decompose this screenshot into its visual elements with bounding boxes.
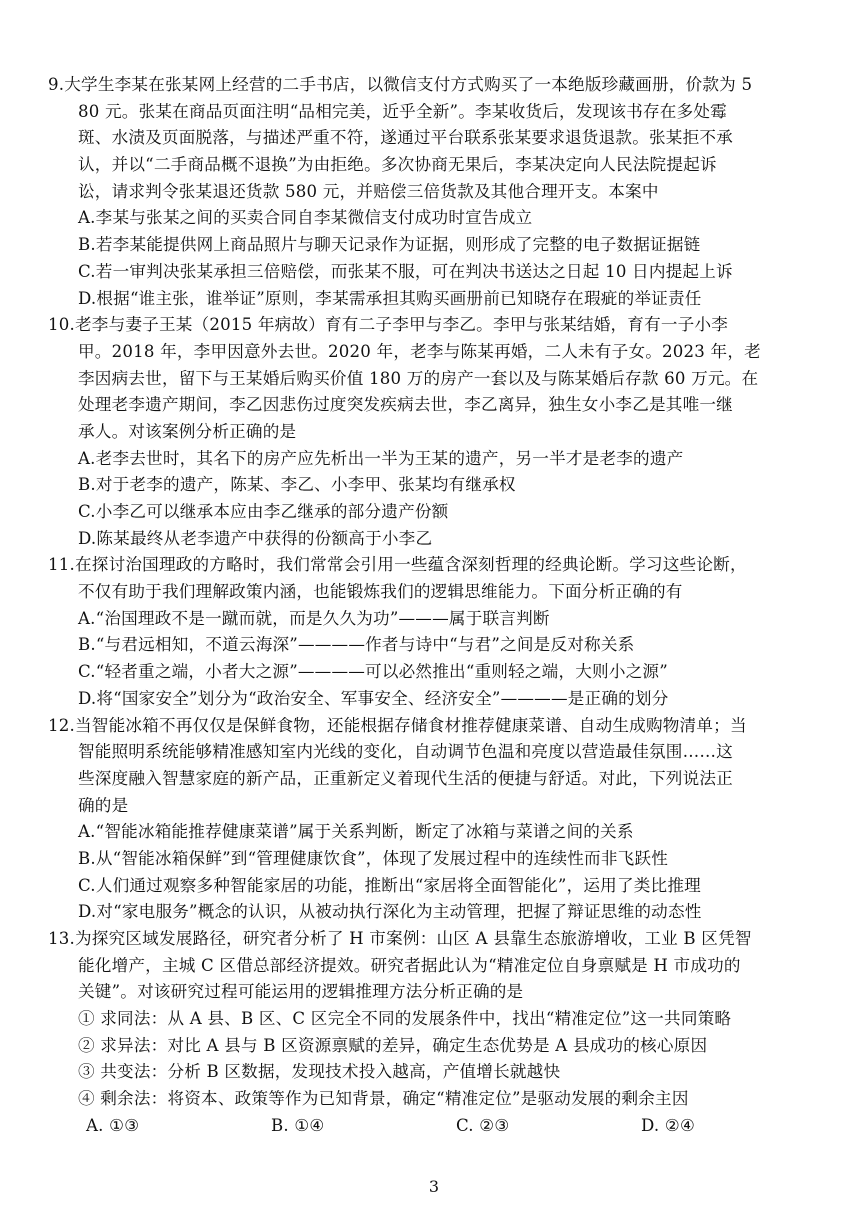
question-13: [48, 926, 838, 1140]
option-c: C.若一审判决张某承担三倍赔偿，而张某不服，可在判决书送达之日起 10 日内提起上诉: [78, 261, 733, 281]
question-stem-line: 关键”。对该研究过程可能运用的逻辑推理方法分析正确的是: [78, 982, 524, 1002]
option-d: D.对“家电服务”概念的认识，从被动执行深化为主动管理，把握了辩证思维的动态性: [78, 902, 702, 922]
option-a: A.“治国理政不是一蹴而就，而是久久为功”———属于联言判断: [78, 608, 550, 628]
statement-4: ④ 剩余法：将资本、政策等作为已知背景，确定“精准定位”是驱动发展的剩余主因: [78, 1089, 689, 1109]
question-stem-line: 9.大学生李某在张某网上经营的二手书店，以微信支付方式购买了一本绝版珍藏画册，价款为 5: [48, 75, 753, 94]
question-stem-line: 处理老李遗产期间，李乙因悲伤过度突发疾病去世，李乙离异，独生女小李乙是其唯一继: [78, 395, 733, 415]
choice-d: D. ②④: [641, 1115, 696, 1135]
question-stem-line: 80 元。张某在商品页面注明“品相完美，近乎全新”。李某收货后，发现该书存在多处霉: [78, 101, 727, 121]
question-stem-line: 李因病去世，留下与王某婚后购买价值 180 万的房产一套以及与陈某婚后存款 60 万元。在: [78, 368, 759, 388]
question-10: [48, 312, 838, 552]
question-stem-line: 12.当智能冰箱不再仅仅是保鲜食物，还能根据存储食材推荐健康菜谱、自动生成购物清单；当: [48, 715, 747, 735]
question-9: [48, 72, 838, 312]
statement-3: ③ 共变法：分析 B 区数据，发现技术投入越高，产值增长就越快: [78, 1062, 561, 1082]
page-number: 3: [428, 1177, 440, 1196]
question-stem-line: 能化增产，主城 C 区借总部经济提效。研究者据此认为“精准定位自身禀赋是 H 市成功的: [78, 955, 741, 975]
question-stem-line: 斑、水渍及页面脱落，与描述严重不符，遂通过平台联系张某要求退货退款。张某拒不承: [78, 128, 733, 148]
question-stem-line: 不仅有助于我们理解政策内涵，也能锻炼我们的逻辑思维能力。下面分析正确的有: [78, 582, 683, 602]
question-stem-line: 11.在探讨治国理政的方略时，我们常常会引用一些蕴含深刻哲理的经典论断。学习这些论断，: [48, 555, 747, 575]
question-stem-line: 甲。2018 年，李甲因意外去世。2020 年，老李与陈某再婚，二人未有子女。2023 年，老: [78, 341, 761, 361]
statement-1: ① 求同法：从 A 县、B 区、C 区完全不同的发展条件中，找出“精准定位”这一共同策略: [78, 1009, 732, 1029]
option-b: B.从“智能冰箱保鲜”到“管理健康饮食”，体现了发展过程中的连续性而非飞跃性: [78, 848, 668, 868]
question-stem-line: 讼，请求判令张某退还货款 580 元，并赔偿三倍货款及其他合理开支。本案中: [78, 181, 659, 201]
answer-choices: [48, 1113, 838, 1140]
question-stem-line: 13.为探究区域发展路径，研究者分析了 H 市案例：山区 A 县靠生态旅游增收，工业 B 区凭智: [48, 929, 752, 948]
option-a: A.老李去世时，其名下的房产应先析出一半为王某的遗产，另一半才是老李的遗产: [78, 448, 684, 468]
option-d: D.将“国家安全”划分为“政治安全、军事安全、经济安全”————是正确的划分: [78, 688, 669, 708]
option-a: A.李某与张某之间的买卖合同自李某微信支付成功时宣告成立: [78, 208, 533, 228]
question-12: [48, 713, 838, 927]
option-c: C.小李乙可以继承本应由李乙继承的部分遗产份额: [78, 502, 449, 521]
question-stem-line: 智能照明系统能够精准感知室内光线的变化，自动调节色温和亮度以营造最佳氛围……这: [78, 742, 733, 762]
choice-a: A. ①③: [86, 1115, 140, 1135]
option-b: B.对于老李的遗产，陈某、李乙、小李甲、张某均有继承权: [78, 475, 516, 495]
option-c: C.“轻者重之端，小者大之源”————可以必然推出“重则轻之端，大则小之源”: [78, 662, 668, 682]
question-list: [48, 72, 838, 1140]
question-stem-line: 些深度融入智慧家庭的新产品，正重新定义着现代生活的便捷与舒适。对此，下列说法正: [78, 768, 733, 788]
option-b: B.“与君远相知，不道云海深”————作者与诗中“与君”之间是反对称关系: [78, 635, 635, 655]
option-a: A.“智能冰箱能推荐健康菜谱”属于关系判断，断定了冰箱与菜谱之间的关系: [78, 822, 634, 842]
question-stem-line: 承人。对该案例分析正确的是: [78, 421, 297, 441]
question-stem-line: 确的是: [78, 795, 129, 815]
question-11: [48, 552, 838, 712]
question-stem-line: 认，并以“二手商品概不退换”为由拒绝。多次协商无果后，李某决定向人民法院提起诉: [78, 155, 717, 175]
option-c: C.人们通过观察多种智能家居的功能，推断出“家居将全面智能化”，运用了类比推理: [78, 875, 701, 895]
option-d: D.根据“谁主张，谁举证”原则，李某需承担其购买画册前已知晓存在瑕疵的举证责任: [78, 288, 702, 308]
question-stem-line: 10.老李与妻子王某（2015 年病故）育有二子李甲与李乙。李甲与张某结婚，育有一子小李: [48, 315, 729, 335]
choice-b: B. ①④: [271, 1115, 325, 1135]
option-b: B.若李某能提供网上商品照片与聊天记录作为证据，则形成了完整的电子数据证据链: [78, 235, 701, 255]
choice-c: C. ②③: [456, 1115, 510, 1135]
option-d: D.陈某最终从老李遗产中获得的份额高于小李乙: [78, 528, 433, 548]
statement-2: ② 求异法：对比 A 县与 B 区资源禀赋的差异，确定生态优势是 A 县成功的核心原因: [78, 1035, 708, 1055]
